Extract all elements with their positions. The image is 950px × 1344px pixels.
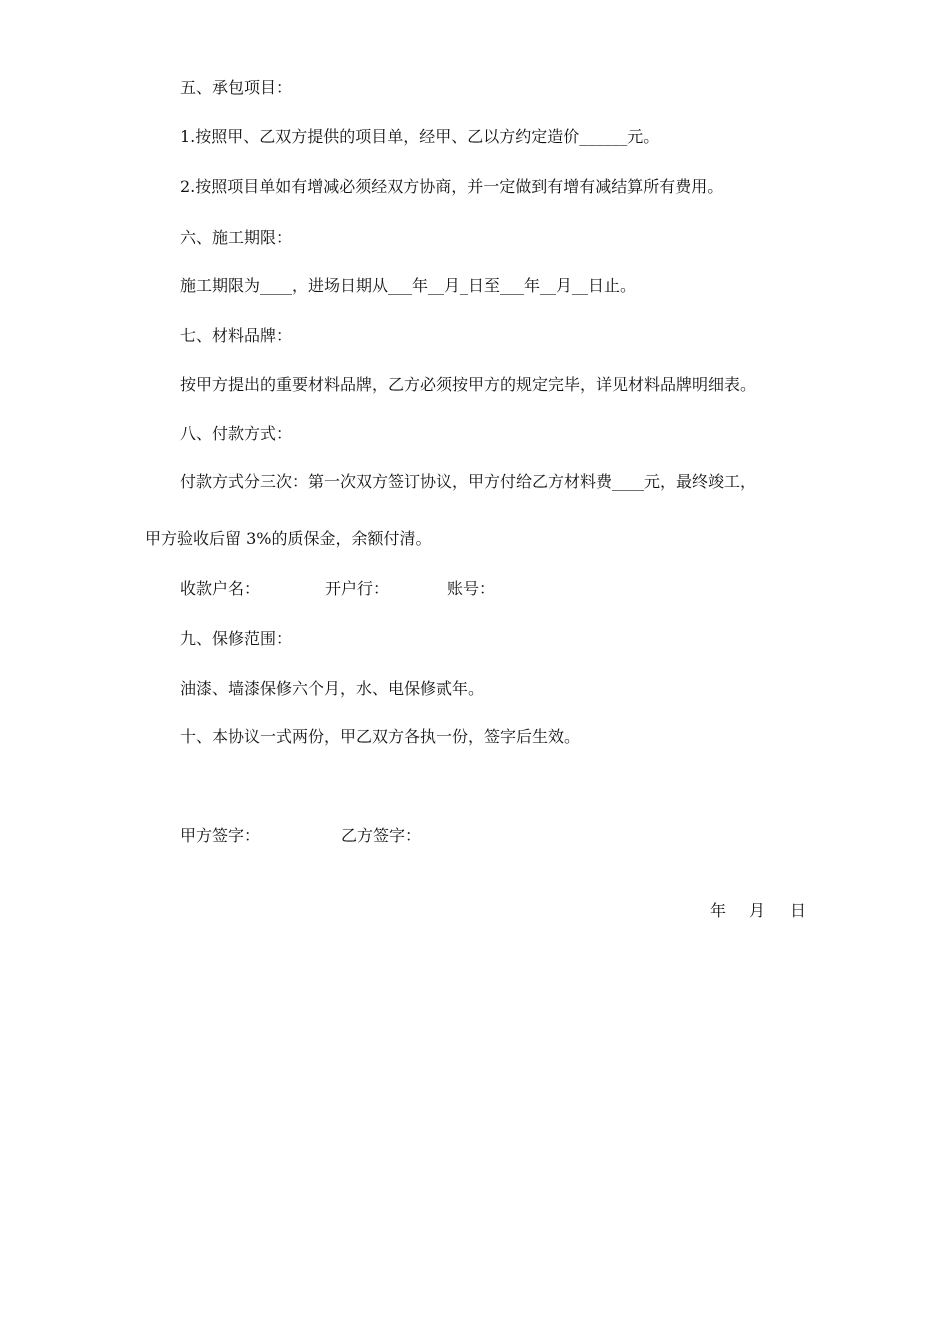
account-label: 账号： xyxy=(447,579,496,598)
section-5-item-1: 1.按照甲、乙双方提供的项目单，经甲、乙以方约定造价______元。 xyxy=(180,127,660,146)
date-year-label: 年 xyxy=(710,901,727,920)
section-8-body-line-2: 甲方验收后留 3%的质保金，余额付清。 xyxy=(145,529,432,548)
section-7-body: 按甲方提出的重要材料品牌，乙方必须按甲方的规定完毕，详见材料品牌明细表。 xyxy=(180,375,757,394)
signing-date xyxy=(710,901,806,921)
bank-label: 开户行： xyxy=(325,579,390,598)
date-month-label: 月 xyxy=(749,901,766,920)
section-9-body: 油漆、墙漆保修六个月，水、电保修贰年。 xyxy=(180,679,485,698)
section-5-item-2: 2.按照项目单如有增减必须经双方协商，并一定做到有增有减结算所有费用。 xyxy=(180,177,724,196)
party-a-signature-label: 甲方签字： xyxy=(180,826,261,845)
payment-account-row xyxy=(180,579,495,599)
section-5-title: 五、承包项目： xyxy=(180,78,293,97)
section-8-body-line-1: 付款方式分三次：第一次双方签订协议，甲方付给乙方材料费____元，最终竣工， xyxy=(180,472,757,491)
section-6-title: 六、施工期限： xyxy=(180,228,293,247)
date-day-label: 日 xyxy=(790,901,807,920)
section-7-title: 七、材料品牌： xyxy=(180,326,293,345)
payee-name-label: 收款户名： xyxy=(180,579,261,598)
section-8-title: 八、付款方式： xyxy=(180,424,293,443)
party-b-signature-label: 乙方签字： xyxy=(341,826,422,845)
signature-row xyxy=(180,826,421,846)
section-9-title: 九、保修范围： xyxy=(180,629,293,648)
section-10-body: 十、本协议一式两份，甲乙双方各执一份，签字后生效。 xyxy=(180,727,581,746)
section-6-body: 施工期限为____，进场日期从___年__月_日至___年__月__日止。 xyxy=(180,276,637,295)
